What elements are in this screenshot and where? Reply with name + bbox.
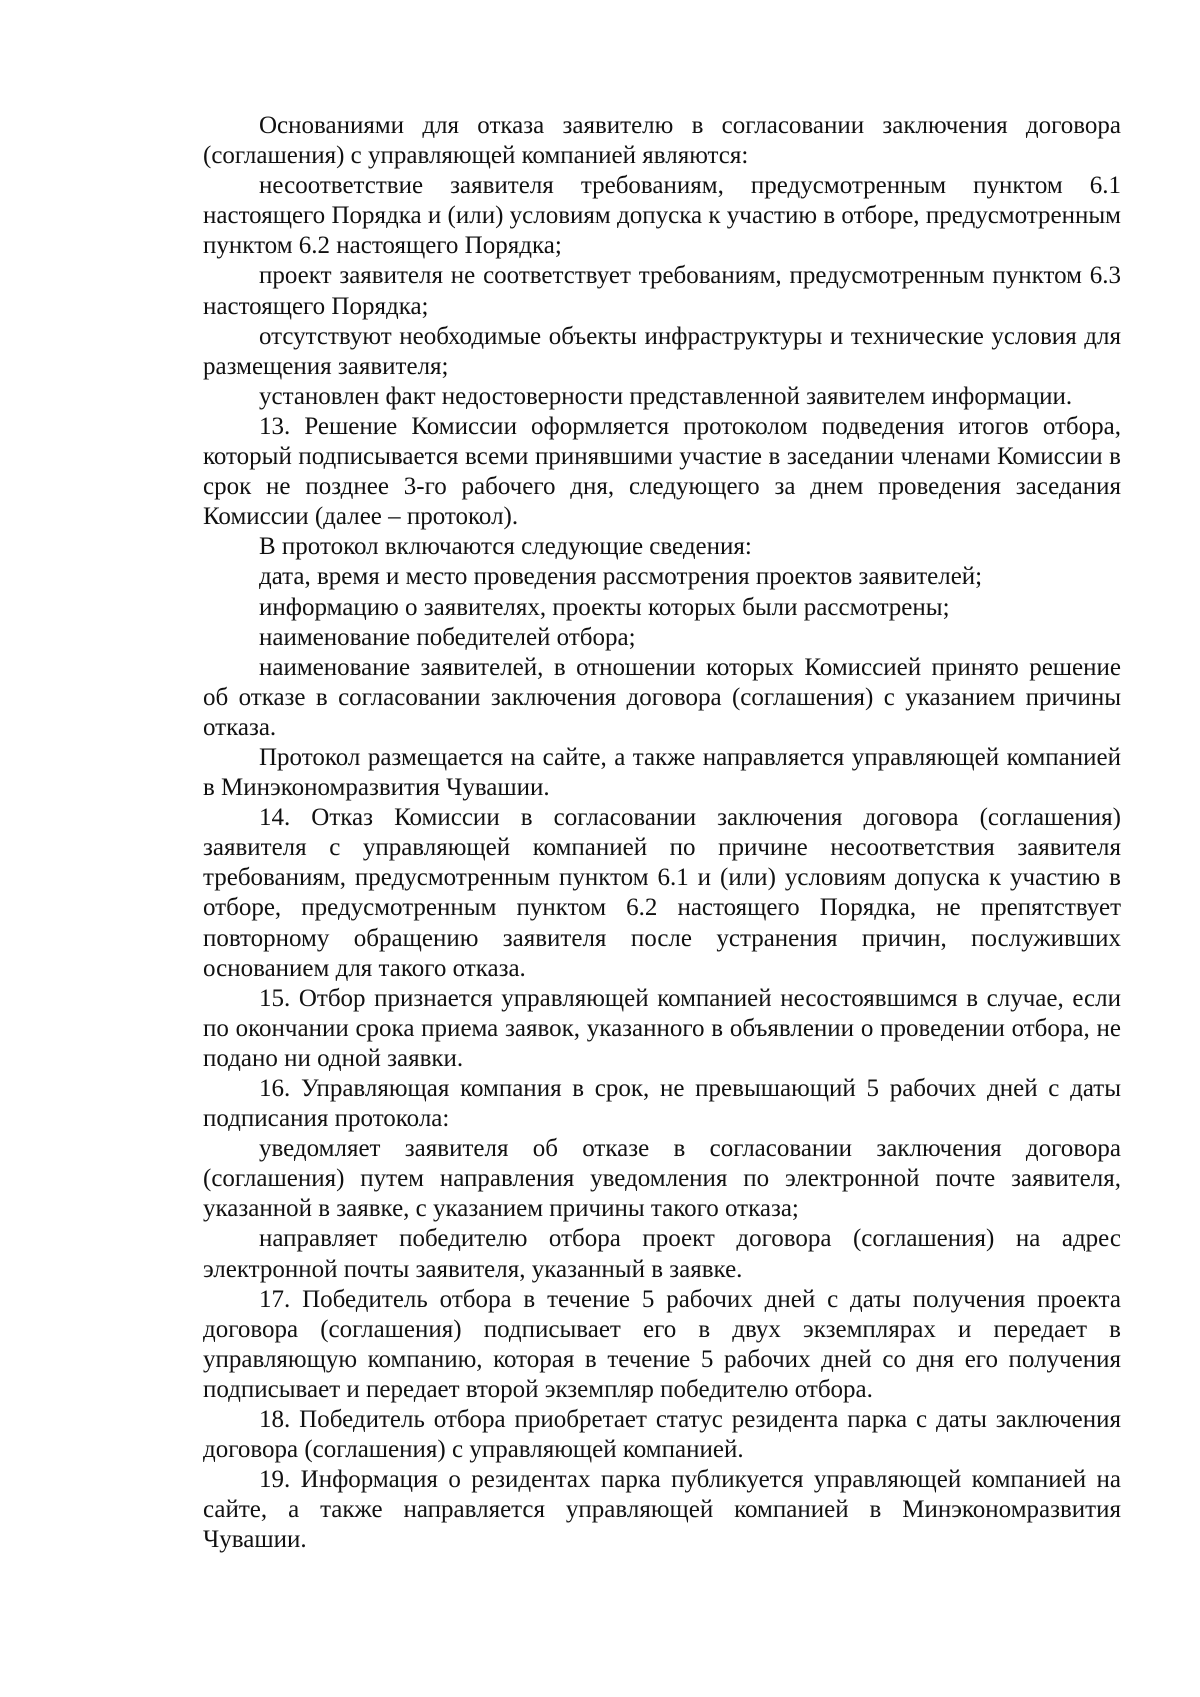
paragraph-notify-refusal: уведомляет заявителя об отказе в согласовании заключения договора (соглашения) путем направления уведомления по электронной почте заявителя, указанной в заявке, с указанием причины такого отказа; [203, 1135, 1121, 1223]
paragraph-protocol-contents: В протокол включаются следующие сведения: [259, 533, 752, 561]
paragraph-applicants-info: информацию о заявителях, проекты которых были рассмотрены; [259, 593, 950, 621]
paragraph-item-15: 15. Отбор признается управляющей компанией несостоявшимся в случае, если по окончании срока приема заявок, указанного в объявлении о проведении отбора, не подано ни одной заявки. [203, 984, 1121, 1072]
paragraph-item-19: 19. Информация о резидентах парка публикуется управляющей компанией на сайте, а также направляется управляющей компанией в Минэкономразвития Чувашии. [203, 1466, 1121, 1554]
paragraph-item-16: 16. Управляющая компания в срок, не превышающий 5 рабочих дней с даты подписания протокола: [203, 1075, 1121, 1133]
paragraph-requirements-mismatch: несоответствие заявителя требованиям, предусмотренным пунктом 6.1 настоящего Порядка и (или) условиям допуска к участию в отборе, предусмотренным пунктом 6.2 настоящего Порядка; [203, 172, 1121, 260]
paragraph-winners-names: наименование победителей отбора; [259, 623, 636, 651]
paragraph-date-time-place: дата, время и место проведения рассмотрения проектов заявителей; [259, 563, 983, 591]
paragraph-item-18: 18. Победитель отбора приобретает статус резидента парка с даты заключения договора (соглашения) с управляющей компанией. [203, 1406, 1121, 1464]
paragraph-missing-infrastructure: отсутствуют необходимые объекты инфраструктуры и технические условия для размещения заявителя; [203, 322, 1121, 380]
paragraph-project-mismatch: проект заявителя не соответствует требованиям, предусмотренным пунктом 6.3 настоящего Порядка; [203, 262, 1121, 320]
paragraph-refused-applicants: наименование заявителей, в отношении которых Комиссией принято решение об отказе в согласовании заключения договора (соглашения) с указанием причины отказа. [203, 653, 1121, 741]
paragraph-item-13: 13. Решение Комиссии оформляется протоколом подведения итогов отбора, который подписывается всеми принявшими участие в заседании членами Комиссии в срок не позднее 3-го рабочего дня, следующего за днем проведения заседания Комиссии (далее – протокол). [203, 412, 1121, 531]
paragraph-send-contract: направляет победителю отбора проект договора (соглашения) на адрес электронной почты заявителя, указанный в заявке. [203, 1225, 1121, 1283]
paragraph-false-information: установлен факт недостоверности представленной заявителем информации. [259, 382, 1073, 410]
paragraph-item-17: 17. Победитель отбора в течение 5 рабочих дней с даты получения проекта договора (соглашения) подписывает его в двух экземплярах и передает в управляющую компанию, которая в течение 5 рабочих дней со дня его получения подписывает и передает второй экземпляр победителю отбора. [203, 1285, 1121, 1403]
paragraph-refusal-grounds: Основаниями для отказа заявителю в согласовании заключения договора (соглашения) с управляющей компанией являются: [203, 112, 1121, 170]
document-body [203, 111, 1121, 1556]
paragraph-item-14: 14. Отказ Комиссии в согласовании заключения договора (соглашения) заявителя с управляющей компанией по причине несоответствия заявителя требованиям, предусмотренным пунктом 6.1 и (или) условиям допуска к участию в отборе, предусмотренным пунктом 6.2 настоящего Порядка, не препятствует повторному обращению заявителя после устранения причин, послуживших основанием для такого отказа. [203, 804, 1121, 982]
paragraph-protocol-publication: Протокол размещается на сайте, а также направляется управляющей компанией в Минэкономразвития Чувашии. [203, 743, 1121, 802]
